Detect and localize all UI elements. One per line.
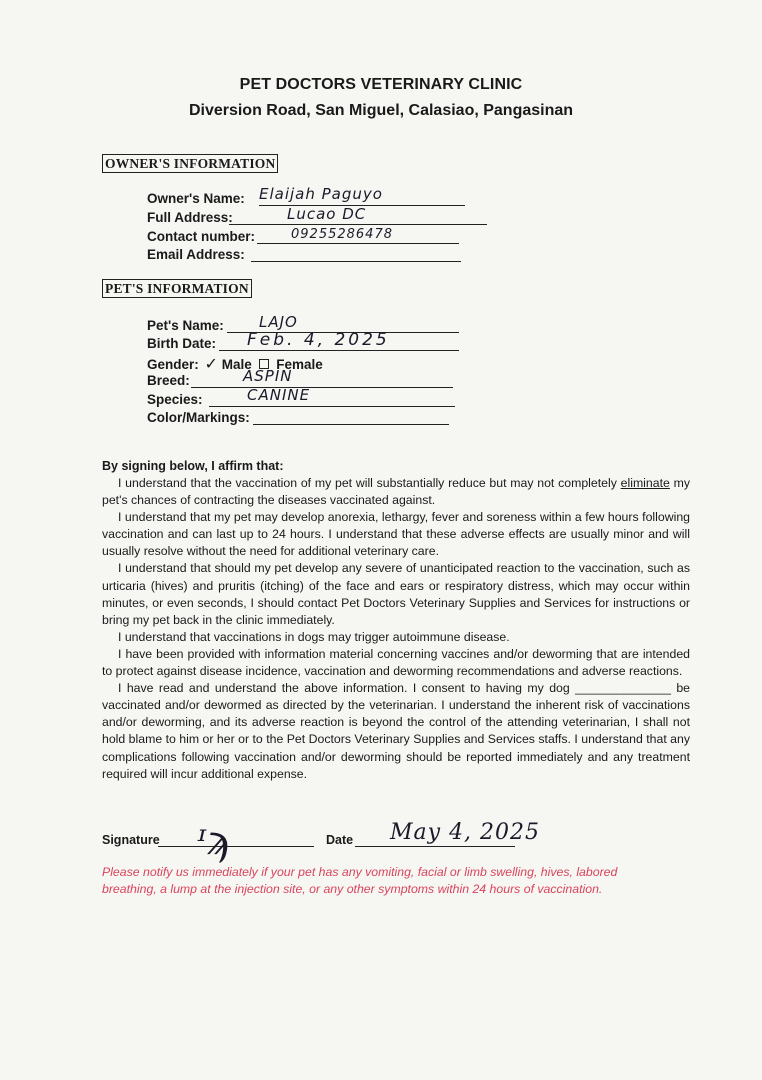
clinic-name: PET DOCTORS VETERINARY CLINIC (239, 76, 523, 93)
affirmation-paragraph-1 (102, 475, 690, 509)
pet-breed-label: Breed: (147, 373, 190, 388)
affirmation-body (102, 475, 690, 783)
pet-gender-row (147, 354, 323, 374)
pet-section-title: PET'S INFORMATION (102, 279, 252, 298)
pet-birth-line (219, 350, 459, 351)
affirmation-paragraph-4: I understand that vaccinations in dogs may trigger autoimmune disease. (118, 629, 510, 644)
date-line (355, 846, 515, 847)
signature-mark-icon: ᶦϡ (198, 818, 230, 864)
owner-name-label: Owner's Name: (147, 191, 245, 206)
owner-contact-line (257, 243, 459, 244)
pet-color-label: Color/Markings: (147, 410, 250, 425)
signature-line (158, 846, 314, 847)
owner-address-line (229, 224, 487, 225)
affirmation-title: By signing below, I affirm that: (102, 459, 284, 473)
pet-birth-value: Feb. 4, 2025 (247, 330, 390, 350)
pet-birth-label: Birth Date: (147, 336, 217, 351)
date-label: Date (326, 833, 354, 847)
owner-address-label: Full Address: (147, 210, 233, 225)
pet-name-value: LAJO (259, 313, 298, 331)
pet-color-line (253, 424, 449, 425)
owner-contact-label: Contact number: (147, 229, 255, 244)
owner-email-label: Email Address: (147, 247, 245, 262)
owner-name-value: Elaijah Paguyo (259, 185, 383, 203)
pet-species-value: CANINE (247, 386, 311, 404)
pet-breed-line (191, 387, 453, 388)
signature-label: Signature (102, 833, 160, 847)
affirmation-paragraph-2: I understand that my pet may develop anorexia, lethargy, fever and soreness within a few hours following vaccination and can last up to 24 hours. I understand that these adverse effects are usually minor and will usually resolve without the need for additional veterinary care. (102, 510, 690, 559)
owner-email-line (251, 261, 461, 262)
affirmation-paragraph-5: I have been provided with information material concerning vaccines and/or deworming that are intended to protect against disease incidence, vaccination and deworming recommendations and adverse reactions. (102, 646, 690, 679)
p6-text-end: be vaccinated and/or dewormed as directed by the veterinarian. I understand the inherent risk of vaccinations and/or deworming, and its adverse reaction is beyond the control of the attending veterinarian, I shall not hold blame to him or her or to the Pet Doctors Veterinary Supplies and Services staffs. I understand that any complications following vaccination and/or deworming should be reported immediately and any treatment required will incur additional expense. (102, 681, 690, 781)
p1-text-end: my pet's chances of contracting the diseases vaccinated against. (102, 476, 691, 508)
p1-underlined: eliminate (620, 476, 670, 490)
checkmark-icon: ✓ (204, 356, 218, 373)
p6-text: I have read and understand the above information. I consent to having my dog (118, 681, 570, 696)
affirmation-paragraph-6 (102, 680, 690, 783)
affirmation-paragraph-3: I understand that should my pet develop any severe of unanticipated reaction to the vaccination, such as urticaria (hives) and pruritis (itching) of the face and ears or respiratory distress, which may occur within minutes, or even seconds, I should contact Pet Doctors Veterinary Supplies and Services for instructions or bring my pet back in the clinic immediately. (102, 561, 690, 627)
owner-section-title: OWNER'S INFORMATION (102, 154, 278, 173)
owner-contact-value: 09255286478 (291, 227, 393, 242)
p1-text: I understand that the vaccination of my pet will substantially reduce but may not completely (118, 476, 621, 490)
pet-breed-value: ASPIN (243, 367, 293, 385)
dog-name-blank: ______________ (575, 681, 671, 696)
date-value: May 4, 2025 (390, 820, 541, 845)
pet-gender-label: Gender: (147, 357, 199, 372)
gender-male-label: Male (221, 357, 252, 372)
owner-address-value: Lucao DC (287, 205, 367, 223)
gender-female-label: Female (276, 357, 323, 372)
vaccination-notice: Please notify us immediately if your pet has any vomiting, facial or limb swelling, hives, labored breathing, a lump at the injection site, or any other symptoms within 24 hours of vaccination. (102, 865, 618, 896)
clinic-address: Diversion Road, San Miguel, Calasiao, Pangasinan (188, 102, 574, 119)
pet-species-label: Species: (147, 392, 203, 407)
pet-species-line (209, 406, 455, 407)
pet-name-label: Pet's Name: (147, 318, 224, 333)
